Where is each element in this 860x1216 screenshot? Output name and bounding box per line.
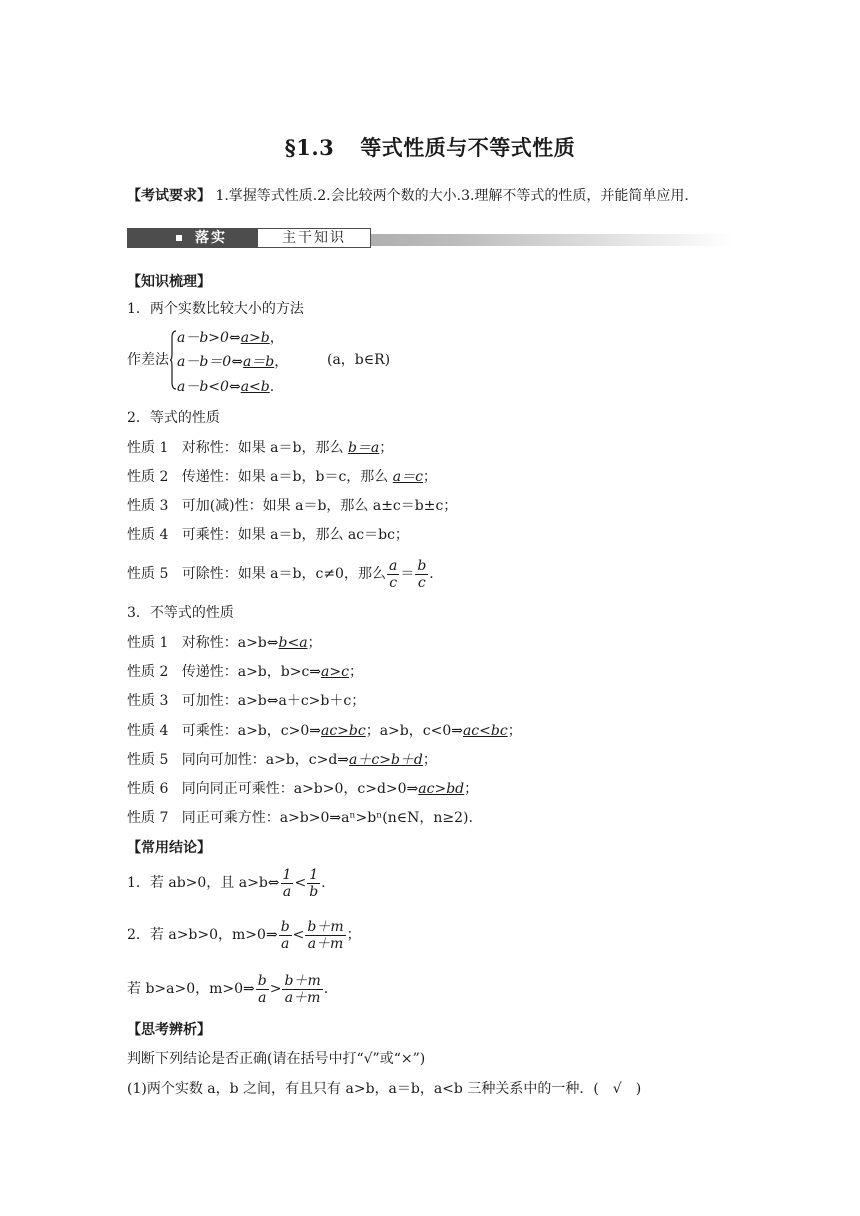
section-number: §1.3 bbox=[284, 135, 335, 160]
fraction-numerator: b bbox=[257, 972, 267, 989]
eq-prop-2-answer: a＝c bbox=[392, 469, 423, 485]
conclusion-2-end: ； bbox=[346, 927, 361, 943]
conclusion-1-text: 1．若 ab>0，且 a>b⇔ bbox=[127, 875, 280, 891]
diff-line-3-expr: a－b<0⇔ bbox=[177, 379, 241, 395]
conclusion-3-text: 若 b>a>0，m>0⇒ bbox=[127, 981, 255, 997]
fraction-numerator: a bbox=[388, 557, 398, 574]
diff-line-3-answer: a<b bbox=[240, 379, 270, 395]
eq-prop-1 bbox=[127, 438, 393, 458]
diff-line-1 bbox=[177, 328, 284, 348]
eq-prop-2-end: ； bbox=[422, 469, 437, 485]
diff-method-domain: (a，b∈R) bbox=[327, 352, 391, 368]
conclusions-heading: 【常用结论】 bbox=[127, 840, 211, 856]
fraction-denominator: a＋m bbox=[307, 935, 344, 952]
eq-prop-1-end: ； bbox=[379, 440, 394, 456]
ineq-prop-6 bbox=[127, 779, 478, 799]
eq-prop-5-text: 可除性：如果 a＝b，c≠0，那么 bbox=[181, 566, 386, 582]
fraction-denominator: c bbox=[417, 574, 426, 591]
fraction-denominator: a bbox=[258, 989, 267, 1006]
eq-prop-3 bbox=[127, 496, 457, 516]
ineq-prop-4-answer-2: ac<bc bbox=[462, 723, 508, 739]
fraction-denominator: a bbox=[280, 935, 290, 952]
diff-line-1-answer: a>b bbox=[240, 330, 270, 346]
ineq-prop-1-name: 性质 1 bbox=[127, 635, 169, 651]
exam-requirements-text: 1.掌握等式性质.2.会比较两个数的大小.3.理解不等式的性质，并能简单应用. bbox=[215, 188, 689, 204]
fraction-b-over-a bbox=[256, 973, 269, 1006]
page-title bbox=[0, 132, 860, 162]
ineq-prop-1 bbox=[127, 633, 322, 653]
square-bullet-icon bbox=[176, 235, 182, 241]
ineq-prop-7-name: 性质 7 bbox=[127, 810, 169, 826]
eq-prop-2-text: 传递性：如果 a＝b，b＝c，那么 bbox=[181, 469, 393, 485]
diff-line-3 bbox=[177, 377, 274, 397]
diff-line-2-answer: a＝b bbox=[242, 354, 275, 370]
ineq-prop-6-answer: ac>bd bbox=[418, 781, 465, 797]
banner-left-label: 落实 bbox=[195, 230, 227, 246]
fraction-numerator: 1 bbox=[282, 866, 292, 883]
ineq-prop-5-answer: a＋c>b＋d bbox=[349, 752, 423, 768]
ineq-prop-4 bbox=[127, 721, 522, 741]
ineq-prop-5-end: ； bbox=[422, 752, 437, 768]
fraction-b-over-a bbox=[279, 919, 292, 952]
knowledge-item-1: 1．两个实数比较大小的方法 bbox=[127, 301, 304, 317]
conclusion-2-text: 2．若 a>b>0，m>0⇒ bbox=[127, 927, 278, 943]
ineq-prop-5-name: 性质 5 bbox=[127, 752, 169, 768]
exam-requirements bbox=[127, 186, 689, 206]
ineq-prop-1-answer: b<a bbox=[278, 635, 308, 651]
ineq-prop-7-text: 同正可乘方性：a>b>0⇒aⁿ>bⁿ(n∈N，n≥2). bbox=[181, 810, 473, 826]
ineq-prop-1-end: ； bbox=[307, 635, 322, 651]
fraction-1-over-b bbox=[307, 867, 320, 900]
diff-method-label: 作差法 bbox=[127, 352, 169, 368]
fraction-numerator: b bbox=[280, 918, 290, 935]
ineq-prop-6-name: 性质 6 bbox=[127, 781, 169, 797]
thinking-instruction: 判断下列结论是否正确(请在括号中打“√”或“×”) bbox=[127, 1051, 426, 1067]
eq-prop-1-text: 对称性：如果 a＝b，那么 bbox=[181, 440, 348, 456]
equals-sign: ＝ bbox=[400, 566, 415, 582]
section-banner bbox=[127, 228, 735, 250]
fraction-b-over-c bbox=[415, 558, 428, 591]
diff-line-1-expr: a－b>0⇔ bbox=[177, 330, 241, 346]
fraction-bm-over-am bbox=[282, 973, 322, 1006]
fraction-denominator: c bbox=[389, 574, 398, 591]
eq-prop-5-name: 性质 5 bbox=[127, 566, 169, 582]
ineq-prop-5-text: 同向可加性：a>b，c>d⇒ bbox=[181, 752, 350, 768]
ineq-prop-7 bbox=[127, 808, 473, 828]
eq-prop-4 bbox=[127, 525, 409, 545]
ineq-prop-4-mid: ；a>b，c<0⇒ bbox=[365, 723, 463, 739]
ineq-prop-4-end: ； bbox=[507, 723, 522, 739]
left-brace-icon bbox=[170, 330, 177, 390]
eq-prop-2-name: 性质 2 bbox=[127, 469, 169, 485]
thinking-question-1: (1)两个实数 a，b 之间，有且只有 a>b，a＝b，a<b 三种关系中的一种．( √ ) bbox=[127, 1081, 642, 1097]
fraction-1-over-a bbox=[281, 867, 294, 900]
fraction-numerator: b＋m bbox=[284, 972, 321, 989]
eq-prop-1-name: 性质 1 bbox=[127, 440, 169, 456]
eq-prop-3-text: 可加(减)性：如果 a＝b，那么 a±c＝b±c； bbox=[181, 498, 458, 514]
ineq-prop-2-text: 传递性：a>b，b>c⇒ bbox=[181, 664, 322, 680]
conclusion-1 bbox=[127, 864, 326, 902]
fraction-denominator: a＋m bbox=[284, 989, 321, 1006]
diff-line-1-end: ， bbox=[269, 330, 284, 346]
ineq-prop-2 bbox=[127, 662, 363, 682]
knowledge-heading: 【知识梳理】 bbox=[127, 274, 211, 290]
eq-prop-4-text: 可乘性：如果 a＝b，那么 ac＝bc； bbox=[181, 527, 409, 543]
fraction-numerator: 1 bbox=[307, 867, 320, 884]
relation-sign: < bbox=[292, 927, 305, 943]
eq-prop-2 bbox=[127, 467, 437, 487]
conclusion-3 bbox=[127, 969, 328, 1009]
diff-line-2 bbox=[177, 352, 288, 372]
conclusion-3-end: . bbox=[323, 981, 329, 997]
ineq-prop-3-name: 性质 3 bbox=[127, 693, 169, 709]
conclusion-1-end: . bbox=[321, 875, 326, 891]
relation-sign: < bbox=[294, 875, 307, 891]
banner-right-label: 主干知识 bbox=[257, 228, 371, 248]
banner-dark-tab bbox=[127, 228, 257, 248]
eq-prop-4-name: 性质 4 bbox=[127, 527, 169, 543]
diff-line-2-end: ， bbox=[274, 354, 289, 370]
exam-requirements-label: 【考试要求】 bbox=[127, 188, 211, 204]
ineq-prop-2-answer: a>c bbox=[321, 664, 349, 680]
ineq-prop-2-name: 性质 2 bbox=[127, 664, 169, 680]
relation-sign: > bbox=[269, 981, 282, 997]
thinking-heading: 【思考辨析】 bbox=[127, 1022, 211, 1038]
diff-line-2-expr: a－b＝0⇔ bbox=[177, 354, 243, 370]
ineq-prop-3 bbox=[127, 691, 365, 711]
fraction-bm-over-am bbox=[305, 919, 345, 952]
fraction-denominator: a bbox=[282, 883, 292, 900]
knowledge-item-2: 2．等式的性质 bbox=[127, 410, 220, 426]
fraction-numerator: b＋m bbox=[307, 918, 344, 935]
diff-line-3-end: . bbox=[269, 379, 275, 395]
eq-prop-5-end: . bbox=[429, 566, 434, 582]
eq-prop-1-answer: b＝a bbox=[347, 440, 380, 456]
conclusion-2 bbox=[127, 915, 361, 955]
ineq-prop-6-text: 同向同正可乘性：a>b>0，c>d>0⇒ bbox=[181, 781, 419, 797]
ineq-prop-4-text: 可乘性：a>b，c>0⇒ bbox=[181, 723, 321, 739]
fraction-denominator: b bbox=[309, 883, 319, 900]
knowledge-item-3: 3．不等式的性质 bbox=[127, 605, 234, 621]
fraction-numerator: b bbox=[417, 557, 427, 574]
eq-prop-5 bbox=[127, 555, 434, 593]
eq-prop-3-name: 性质 3 bbox=[127, 498, 169, 514]
ineq-prop-6-end: ； bbox=[464, 781, 479, 797]
ineq-prop-5 bbox=[127, 750, 437, 770]
ineq-prop-4-answer: ac>bc bbox=[320, 723, 366, 739]
ineq-prop-3-text: 可加性：a>b⇔a＋c>b＋c； bbox=[181, 693, 366, 709]
fraction-a-over-c bbox=[387, 558, 399, 591]
ineq-prop-1-text: 对称性：a>b⇔ bbox=[181, 635, 279, 651]
ineq-prop-4-name: 性质 4 bbox=[127, 723, 169, 739]
section-title: 等式性质与不等式性质 bbox=[360, 135, 576, 160]
ineq-prop-2-end: ； bbox=[348, 664, 363, 680]
